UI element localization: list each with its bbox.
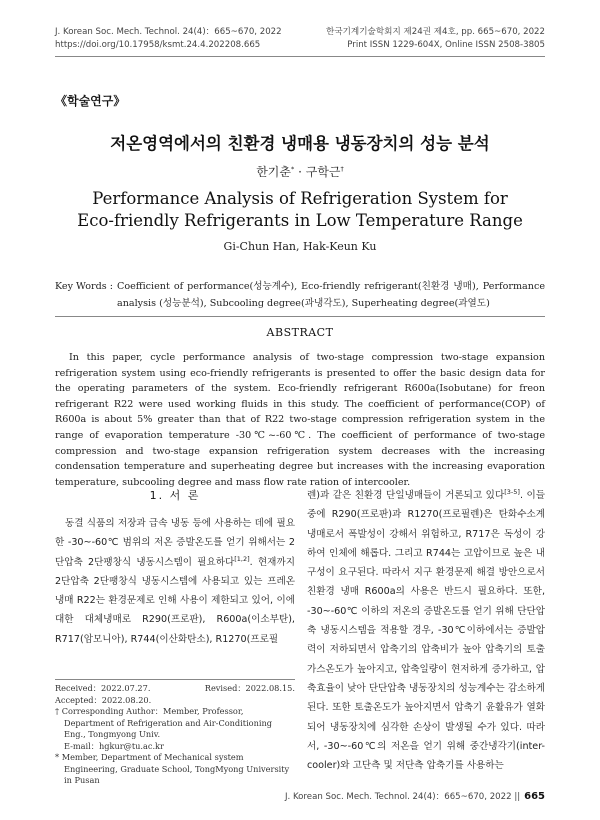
author-first-mark: * [291,165,295,173]
body-column-left [55,514,295,649]
header-left [55,26,282,51]
author-separator: · [298,165,302,179]
received-date: Received：2022.07.27. [55,683,151,693]
authors-korean [0,163,600,180]
authors-english: Gi-Chun Han, Hak-Keun Ku [223,240,377,253]
issn-info: Print ISSN 1229-604X, Online ISSN 2508-3805 [347,39,545,50]
title-english-line1: Performance Analysis of Refrigeration System for [92,189,508,208]
title-korean: 저온영역에서의 친환경 냉매용 냉동장치의 성능 분석 [110,134,490,153]
title-english [0,188,600,232]
page-number: 665 [524,791,545,802]
section-heading-introduction: 1. 서 론 [149,489,201,502]
author-second-mark: † [340,165,344,173]
journal-citation: J. Korean Soc. Mech. Technol. 24(4)：665~670, 2022 [55,27,282,37]
revised-date: Revised：2022.08.15. [204,683,295,693]
footnotes [55,683,295,787]
article-category: 《학술연구》 [55,94,126,108]
keywords-label: Key Words : [55,281,113,292]
dates-row [55,683,295,695]
body-right-part2: . 이들 중에 R290(프로판)과 R1270(프로필렌)은 탄화수소계 냉매로서 폭발성이 강해서 위험하고, R717은 독성이 강하여 인체에 해롭다. 그리고 R744는 고압이므로 높은 내구성이 요구된다. 따라서 지구 환경문제 해결 방안으로서 친환경 냉매 R600a의 사용은 반드시 필요하다. 또한, -30~-60℃ 이하의 저온의 증발온도를 얻기 위해 단단압축 냉동시스템을 적용할 경우, -30℃이하에서는 증발압력이 저하되면서 압축기의 압축비가 높아 압축기의 토출가스온도가 높아지고, 압축일량이 현저하게 증가하고, 압축효율이 낮아 단단압축 냉동장치의 성능계수는 감소하게 된다. 또한 토출온도가 높아지면서 압축기 윤활유가 열화되어 냉동장치에 심각한 손상이 발생될 수가 있다. 따라서, -30~-60℃의 저온을 얻기 위해 중간냉각기(inter- cooler)와 고단측 및 저단측 압축기를 사용하는 [307,490,546,772]
author-second: 구학근 [305,165,341,179]
journal-citation-korean: 한국기계기술학회지 제24권 제4호, pp. 665~670, 2022 [326,27,545,37]
body-left-part1: 동결 식품의 저장과 급속 냉동 등에 사용하는 데에 필요한 -30~-60℃ 범위의 저온 증발온도를 얻기 위해서는 2단압축 2단팽창식 냉동시스템이 필요하다 [55,518,295,568]
keywords-text: Coefficient of performance(성능계수), Eco-friendly refrigerant(친환경 냉매), Performance analysis (성능분석), Subcooling degree(과냉각도), Superheating degree(과열도) [117,281,545,309]
keywords-divider [55,316,545,317]
abstract-text: In this paper, cycle performance analysis of two-stage compression two-stage expansion refrigeration system using eco-friendly refrigerants is presented to offer the basic design data for the operating parameters of the system. Eco-friendly refrigerant R600a(Isobutane) for freon refrigerant R22 were used working fluids in this study. The coefficient of performance(COP) of R600a is about 5% greater than that of R22 two-stage compression refrigeration system in the range of evaporation temperature -30℃~-60℃. The coefficient of performance of two-stage compression and two-stage expansion refrigeration system decreases with the increasing condensation temperature and superheating degree but increases with the increasing evaporation temperature, subcooling degree and mass flow rate ration of intercooler. [55,352,545,488]
accepted-date: Accepted：2022.08.20. [55,694,152,705]
abstract-heading: ABSTRACT [266,326,334,339]
citation-3-5[interactable]: [3-5] [504,487,520,496]
author-first: 한기춘 [256,165,291,179]
page-footer [285,790,545,802]
footnote-divider [55,679,295,680]
body-right-part1: 렌)과 같은 친환경 단일냉매들이 거론되고 있다 [307,490,505,501]
body-left-part2: . 현재까지 2단압축 2단팽창식 냉동시스템에 사용되고 있는 프레온 냉매 R22는 환경문제로 인해 사용이 제한되고 있어, 이에 대한 대체냉매로 R290(프로판), R600a(이소부탄), R717(암모니아), R744(이산화탄소), R1270(프로필 [55,556,295,645]
citation-1-2[interactable]: [1,2] [234,554,250,563]
keywords-block [55,278,545,312]
author-email[interactable]: E-mail：hgkur@tu.ac.kr [64,740,164,751]
header-divider [55,56,545,57]
corresponding-author: † Corresponding Author：Member, Professor, Department of Refrigeration and Air-Conditioning Eng., Tongmyong Univ. [55,706,273,739]
member-affiliation: * Member, Department of Mechanical system Engineering, Graduate School, TongMyong University in Pusan [55,752,290,785]
header-right [326,26,545,51]
footer-citation: J. Korean Soc. Mech. Technol. 24(4)：665~670, 2022 || [284,792,521,802]
title-english-line2: Eco-friendly Refrigerants in Low Temperature Range [77,211,523,230]
doi-link[interactable]: https://doi.org/10.17958/ksmt.24.4.202208.665 [55,39,261,50]
body-column-right [307,486,545,775]
